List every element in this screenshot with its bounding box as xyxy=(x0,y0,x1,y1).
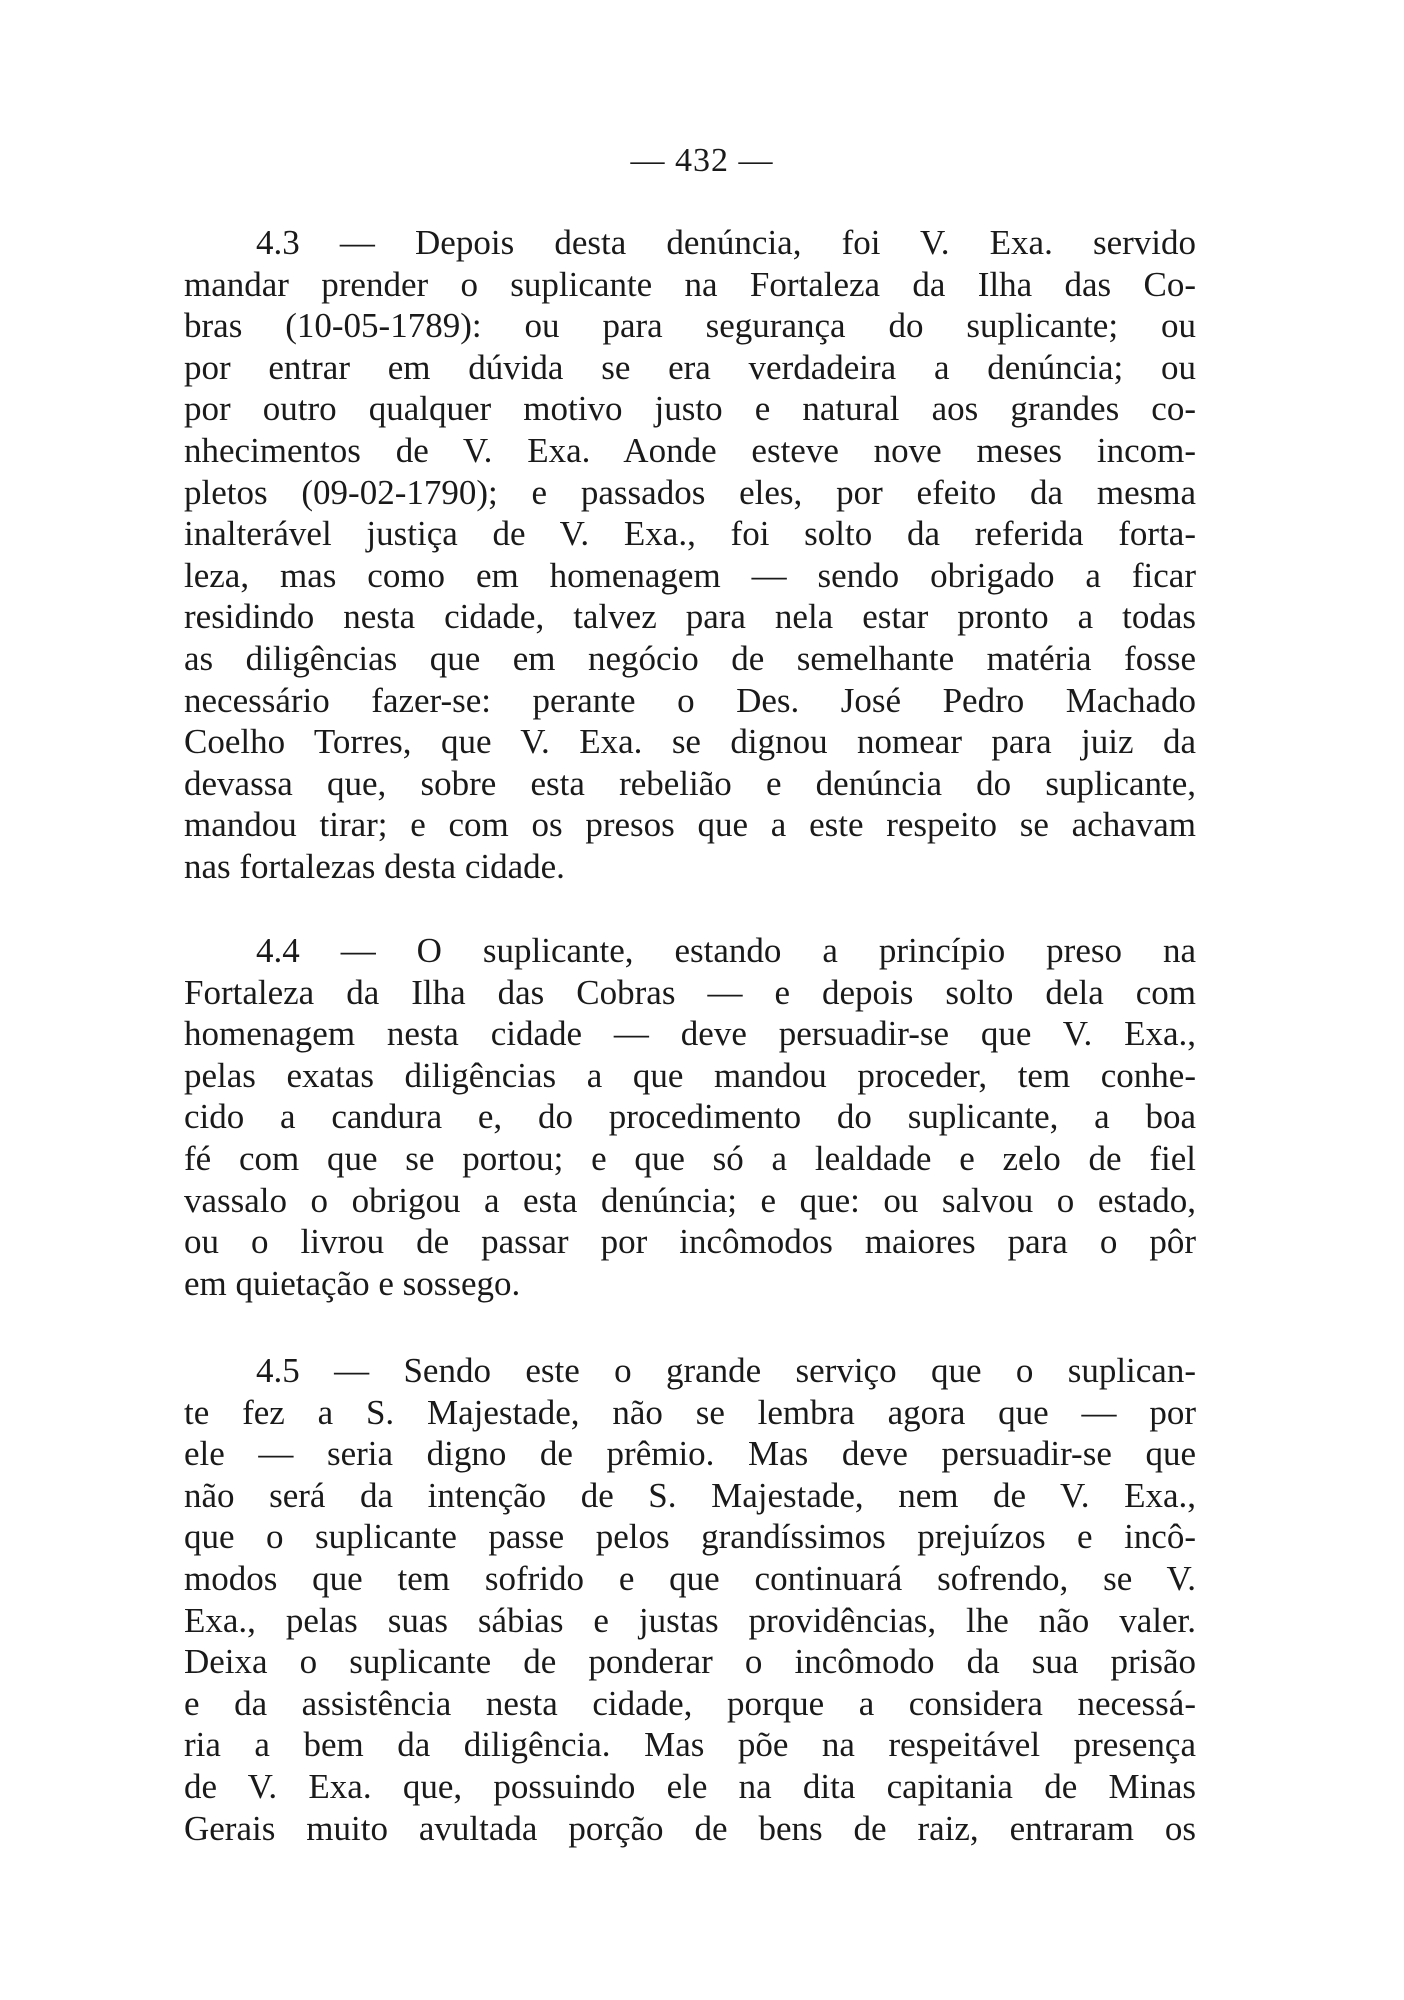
text-line: Fortaleza da Ilha das Cobras — e depois solto dela com xyxy=(184,972,1196,1012)
text-line: Exa., pelas suas sábias e justas providências, lhe não valer. xyxy=(184,1600,1196,1640)
text-line: 4.3 — Depois desta denúncia, foi V. Exa. servido xyxy=(256,223,1196,262)
paragraph-4-4 xyxy=(184,930,1196,1304)
text-line: não será da intenção de S. Majestade, nem de V. Exa., xyxy=(184,1475,1196,1515)
text-line: mandar prender o suplicante na Fortaleza da Ilha das Co- xyxy=(184,264,1196,304)
text-line: residindo nesta cidade, talvez para nela estar pronto a todas xyxy=(184,597,1196,637)
text-line: por outro qualquer motivo justo e natural aos grandes co- xyxy=(184,389,1196,429)
text-line: por entrar em dúvida se era verdadeira a denúncia; ou xyxy=(184,347,1196,387)
text-line: nas fortalezas desta cidade. xyxy=(184,846,565,886)
page-number: — 432 — xyxy=(630,142,774,179)
text-line: Deixa o suplicante de ponderar o incômodo da sua prisão xyxy=(184,1642,1196,1682)
text-line: vassalo o obrigou a esta denúncia; e que: ou salvou o estado, xyxy=(184,1180,1196,1220)
text-line: inalterável justiça de V. Exa., foi solto da referida forta- xyxy=(184,514,1196,554)
text-line: mandou tirar; e com os presos que a este respeito se achavam xyxy=(184,805,1196,845)
text-line: nhecimentos de V. Exa. Aonde esteve nove meses incom- xyxy=(184,430,1196,470)
text-line: as diligências que em negócio de semelhante matéria fosse xyxy=(184,638,1196,678)
text-line: ria a bem da diligência. Mas põe na respeitável presença xyxy=(184,1725,1196,1765)
text-line: Gerais muito avultada porção de bens de raiz, entraram os xyxy=(184,1808,1196,1848)
text-line: ele — seria digno de prêmio. Mas deve persuadir-se que xyxy=(184,1434,1196,1474)
text-line: te fez a S. Majestade, não se lembra agora que — por xyxy=(184,1392,1196,1432)
text-line: Coelho Torres, que V. Exa. se dignou nomear para juiz da xyxy=(184,722,1196,762)
text-line: leza, mas como em homenagem — sendo obrigado a ficar xyxy=(184,555,1196,595)
text-line: e da assistência nesta cidade, porque a considera necessá- xyxy=(184,1683,1196,1723)
text-line: 4.4 — O suplicante, estando a princípio preso na xyxy=(256,931,1196,970)
text-line: necessário fazer-se: perante o Des. José Pedro Machado xyxy=(184,680,1196,720)
text-line: pletos (09-02-1790); e passados eles, por efeito da mesma xyxy=(184,472,1196,512)
text-line: bras (10-05-1789): ou para segurança do suplicante; ou xyxy=(184,306,1196,346)
paragraph-4-5 xyxy=(184,1350,1196,1849)
text-line: 4.5 — Sendo este o grande serviço que o suplican- xyxy=(256,1351,1196,1390)
text-line: ou o livrou de passar por incômodos maiores para o pôr xyxy=(184,1222,1196,1262)
text-line: fé com que se portou; e que só a lealdade e zelo de fiel xyxy=(184,1138,1196,1178)
text-line: de V. Exa. que, possuindo ele na dita capitania de Minas xyxy=(184,1766,1196,1806)
text-line: cido a candura e, do procedimento do suplicante, a boa xyxy=(184,1097,1196,1137)
text-line: que o suplicante passe pelos grandíssimos prejuízos e incô- xyxy=(184,1517,1196,1557)
text-line: em quietação e sossego. xyxy=(184,1263,521,1303)
text-line: modos que tem sofrido e que continuará sofrendo, se V. xyxy=(184,1558,1196,1598)
text-line: devassa que, sobre esta rebelião e denúncia do suplicante, xyxy=(184,763,1196,803)
paragraph-4-3 xyxy=(184,222,1196,888)
text-line: homenagem nesta cidade — deve persuadir-se que V. Exa., xyxy=(184,1014,1196,1054)
text-line: pelas exatas diligências a que mandou proceder, tem conhe- xyxy=(184,1055,1196,1095)
